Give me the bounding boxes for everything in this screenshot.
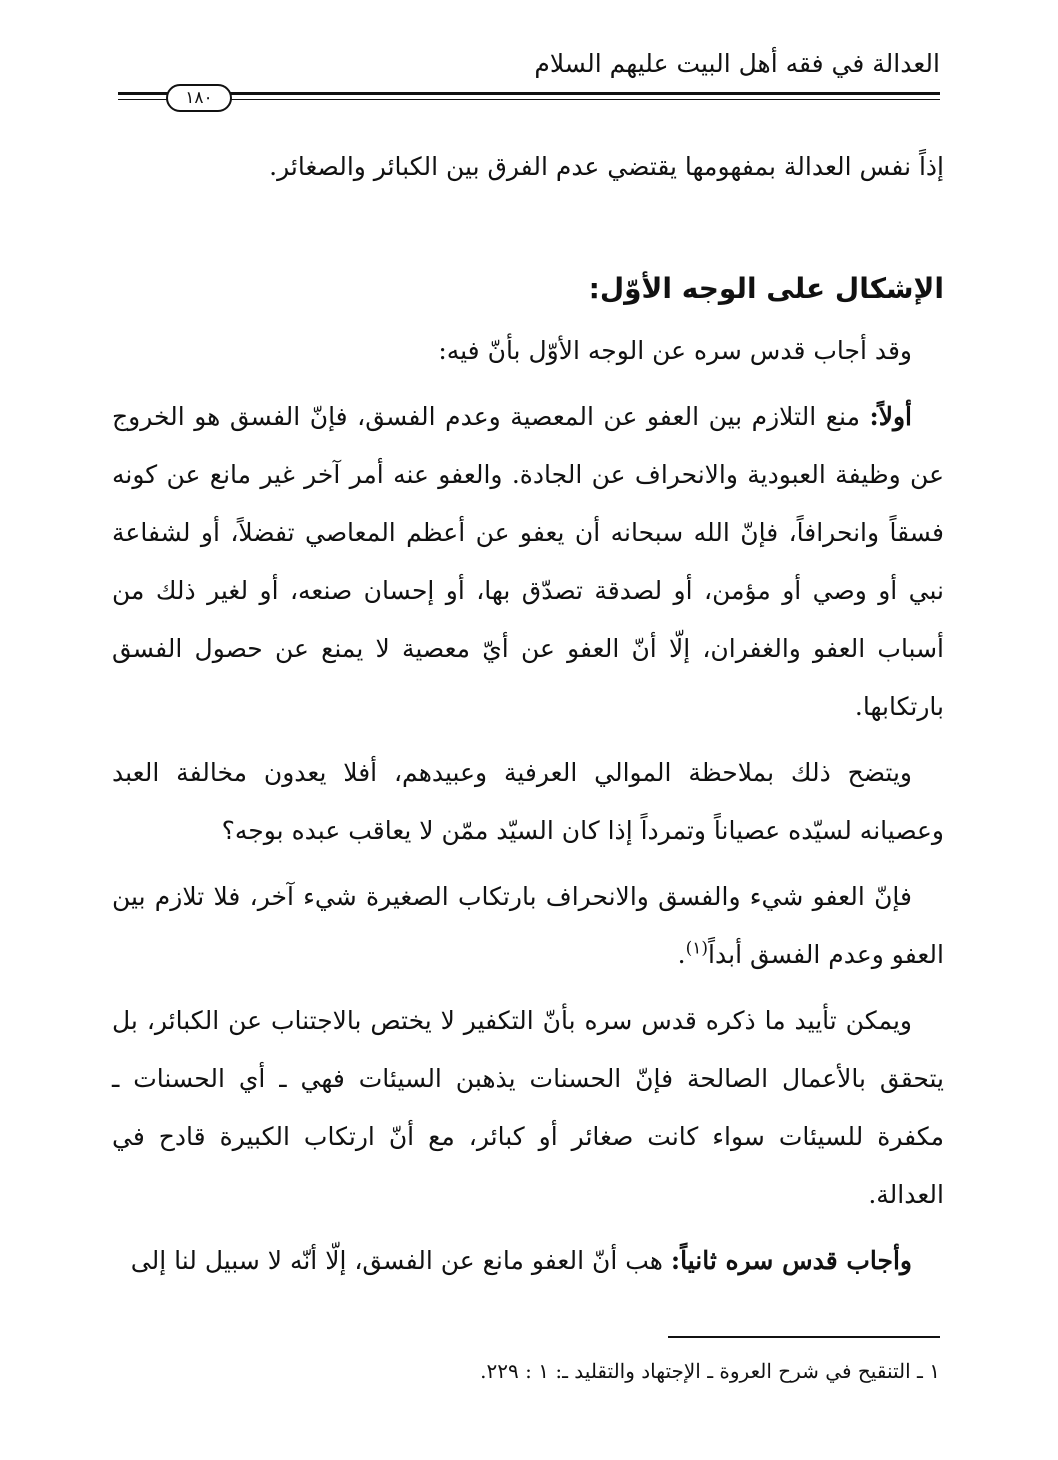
header-rule [118,92,940,95]
paragraph-6-lead: وأجاب قدس سره ثانياً: [670,1246,912,1275]
paragraph-2 [112,388,944,736]
footnote: ١ ـ التنقيح في شرح العروة ـ الإجتهاد والتقليد ـ: ١ : ٢٢٩. [480,1359,940,1383]
intro-paragraph: إذاً نفس العدالة بمفهومها يقتضي عدم الفرق بين الكبائر والصغائر. [269,152,944,181]
paragraph-6-text: هب أنّ العفو مانع عن الفسق، إلّا أنّه لا سبيل لنا إلى [130,1246,671,1275]
paragraph-1: وقد أجاب قدس سره عن الوجه الأوّل بأنّ فيه: [438,336,912,365]
header-rule-thin [118,99,940,100]
body-text [112,138,944,1298]
footnote-reference[interactable]: (١) [685,938,709,959]
paragraph-3: ويتضح ذلك بملاحظة الموالي العرفية وعبيدهم، أفلا يعدون مخالفة العبد وعصيانه لسيّده عصياناً وتمرداً إذا كان السيّد ممّن لا يعاقب عبده بوجه؟ [112,758,944,845]
paragraph-2-text: منع التلازم بين العفو عن المعصية وعدم الفسق، فإنّ الفسق هو الخروج عن وظيفة العبودية والانحراف عن الجادة. والعفو عنه أمر آخر غير مانع عن كونه فسقاً وانحرافاً، فإنّ الله سبحانه أن يعفو عن أعظم المعاصي تفضلاً، أو لشفاعة نبي أو وصي أو مؤمن، أو لصدقة تصدّق بها، أو إحسان صنعه، أو لغير ذلك من أسباب العفو والغفران، إلّا أنّ العفو عن أيّ معصية لا يمنع عن حصول الفسق بارتكابها. [112,402,944,721]
running-header: العدالة في فقه أهل البيت عليهم السلام [534,49,940,78]
paragraph-6 [112,1232,944,1290]
paragraph-4 [112,868,944,984]
footnote-rule [668,1336,940,1338]
paragraph-2-lead: أولاً: [869,402,912,431]
paragraph-5: ويمكن تأييد ما ذكره قدس سره بأنّ التكفير لا يختص بالاجتناب عن الكبائر، بل يتحقق بالأعمال الصالحة فإنّ الحسنات يذهبن السيئات فهي ـ أي الحسنات ـ مكفرة للسيئات سواء كانت صغائر أو كبائر، مع أنّ ارتكاب الكبيرة قادح في العدالة. [112,1006,944,1209]
page-number: ١٨٠ [166,84,232,112]
paragraph-4-text: فإنّ العفو شيء والفسق والانحراف بارتكاب الصغيرة شيء آخر، فلا تلازم بين العفو وعدم الفسق أبداً [112,882,944,969]
section-heading: الإشكال على الوجه الأوّل: [588,272,944,305]
paragraph-4-end: . [677,940,686,969]
